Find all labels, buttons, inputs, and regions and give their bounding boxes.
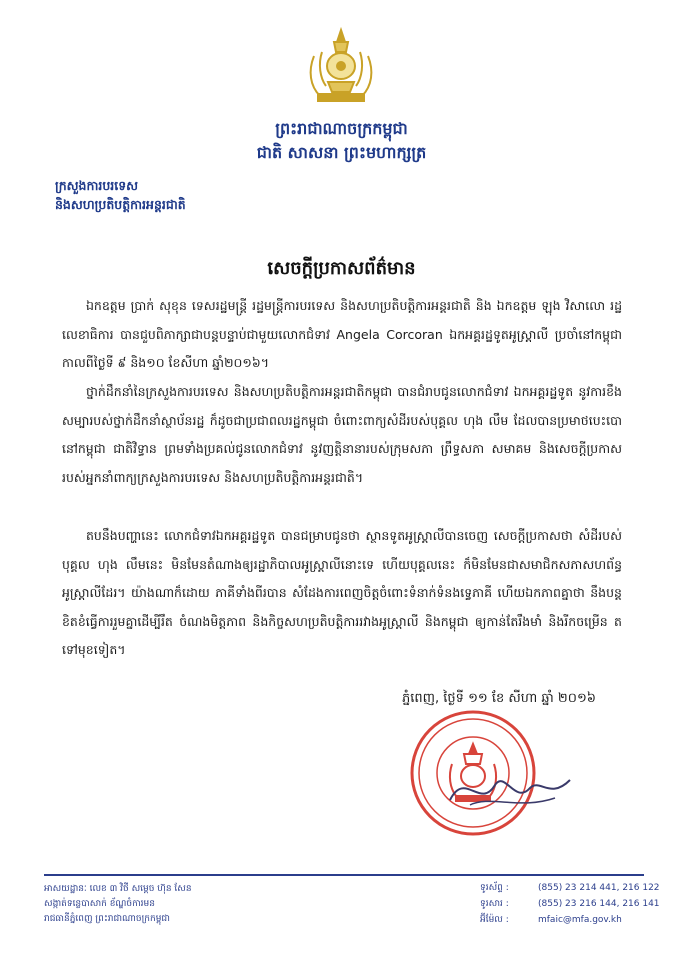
email-row bbox=[480, 912, 660, 928]
fax-label: ទូរសារ : bbox=[480, 899, 509, 909]
footer-address bbox=[44, 882, 344, 927]
email-value[interactable]: mfaic@mfa.gov.kh bbox=[538, 915, 622, 925]
ministry-name-line1: ក្រសួងការបរទេស bbox=[55, 178, 139, 193]
phone-row bbox=[480, 880, 660, 896]
paragraph-1 bbox=[62, 292, 622, 378]
press-release-title: សេចក្តីប្រកាសព័ត៌មាន bbox=[267, 258, 416, 279]
signature bbox=[440, 760, 580, 820]
national-motto: ជាតិ សាសនា ព្រះមហាក្សត្រ bbox=[256, 143, 427, 162]
address-line: រាជធានីភ្នំពេញ ព្រះរាជាណាចក្រកម្ពុជា bbox=[44, 914, 170, 924]
royal-emblem-logo bbox=[300, 26, 382, 108]
kingdom-title: ព្រះរាជាណាចក្រកម្ពុជា bbox=[275, 119, 408, 138]
footer-contacts bbox=[480, 880, 660, 928]
fax-row bbox=[480, 896, 660, 912]
place-and-date: ភ្នំពេញ, ថ្ងៃទី ១១ ខែ សីហា ឆ្នាំ ២០១៦ bbox=[402, 691, 596, 706]
paragraph-1-text: ឯកឧត្តម ប្រាក់ សុខុន ទេសរដ្ឋមន្ត្រី រដ្ឋមន្ត្រីការបរទេស និងសហប្រតិបត្តិការអន្តរជាតិ និង ឯកឧត្តម ឡុង វិសាលោ រដ្ឋលេខាធិការ បានជួបពិភាក្សាជាបន្តបន្ទាប់ជាមួយលោកជំទាវ Angela Corcoran ឯកអគ្គរដ្ឋទូតអូស្ត្រាលី ប្រចាំនៅកម្ពុជា កាលពីថ្ងៃទី ៩ និង១០ ខែសីហា ឆ្នាំ២០១៦។ bbox=[62, 298, 622, 370]
paragraph-2-text: ថ្នាក់ដឹកនាំនៃក្រសួងការបរទេស និងសហប្រតិបត្តិការអន្តរជាតិកម្ពុជា បានជំរាបជូនលោកជំទាវ ឯកអគ្គរដ្ឋទូត នូវការខឹងសម្បារបស់ថ្នាក់ដឹកនាំស្ថាប័នរដ្ឋ ក៏ដូចជាប្រជាពលរដ្ឋកម្ពុជា ចំពោះពាក្យសំដីរបស់បុគ្គល ហុង លឹម ដែលបានប្រមាថបេះបោនៅកម្ពុជា ជាតិវិទ្ធាន ព្រមទាំងប្រគល់ជូនលោកជំទាវ នូវញត្តិនានារបស់ក្រុមសភា ព្រឹទ្ធសភា សមាគម និងសេចក្តីប្រកាស របស់អ្នកនាំពាក្យក្រសួងការបរទេស និងសហប្រតិបត្តិការអន្តរជាតិ។ bbox=[62, 384, 622, 485]
email-label: អ៊ីម៉ែល : bbox=[480, 915, 509, 925]
paragraph-3 bbox=[62, 522, 622, 665]
fax-value: (855) 23 216 144, 216 141 bbox=[538, 899, 660, 909]
paragraph-2 bbox=[62, 378, 622, 492]
ministry-name-line2: និងសហប្រតិបត្តិការអន្តរជាតិ bbox=[55, 197, 186, 212]
paragraph-3-text: តបនឹងបញ្ហានេះ លោកជំទាវឯកអគ្គរដ្ឋទូត បានជម្រាបជូនថា ស្ថានទូតអូស្ត្រាលីបានចេញ សេចក្តីប្រកាសថា សំដីរបស់បុគ្គល ហុង លឹមនេះ មិនមែនតំណាងឲ្យរដ្ឋាភិបាលអូស្ត្រាលីនោះទេ ហើយបុគ្គលនេះ ក៏មិនមែនជាសមាជិកសភាសហព័ន្ធអូស្ត្រាលីដែរ។ យ៉ាងណាក៏ដោយ ភាគីទាំងពីរបាន សំដែងការពេញចិត្តចំពោះទំនាក់ទំនងទ្វេភាគី ហើយឯកភាពគ្នាថា នឹងបន្តខិតខំធ្វើការរួមគ្នាដើម្បីរឹត ចំណងមិត្តភាព និងកិច្ចសហប្រតិបត្តិការរវាងអូស្ត្រាលី និងកម្ពុជា ឲ្យកាន់តែរឹងមាំ និងរីកចម្រើន តទៅមុខទៀត។ bbox=[62, 528, 622, 657]
phone-value: (855) 23 214 441, 216 122 bbox=[538, 883, 660, 893]
footer-divider bbox=[44, 874, 644, 876]
phone-label: ទូរស័ព្ទ : bbox=[480, 883, 509, 893]
address-line: សង្កាត់ទន្លេបាសាក់ ខ័ណ្ឌចំការមន bbox=[44, 899, 155, 909]
address-line: អាសយដ្ឋានៈ លេខ ៣ វិថី សម្តេច ហ៊ុន សែន bbox=[44, 884, 192, 894]
